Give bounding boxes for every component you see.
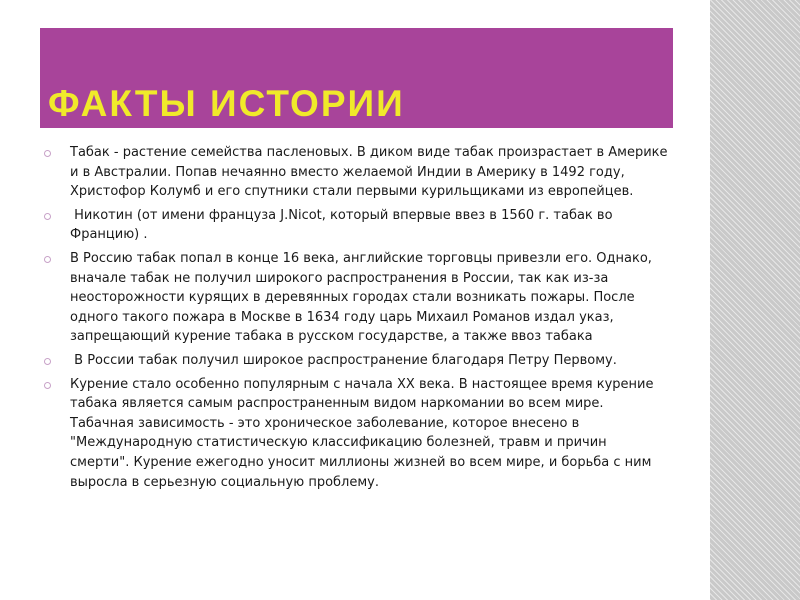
ring-bullet-icon bbox=[44, 382, 51, 389]
bullet-text: В России табак получил широкое распространение благодаря Петру Первому. bbox=[70, 352, 617, 368]
bullet-item-1 bbox=[40, 143, 670, 202]
slide-title: ФАКТЫ ИСТОРИИ bbox=[48, 83, 405, 124]
bullet-item-4 bbox=[40, 351, 670, 371]
ring-bullet-icon bbox=[44, 256, 51, 263]
ring-bullet-icon bbox=[44, 213, 51, 220]
bullet-text: Никотин (от имени француза J.Nicot, который впервые ввез в 1560 г. табак во Францию) . bbox=[70, 207, 617, 243]
ring-bullet-icon bbox=[44, 358, 51, 365]
title-band bbox=[40, 28, 673, 128]
ring-bullet-icon bbox=[44, 150, 51, 157]
decorative-side-stripe bbox=[710, 0, 800, 600]
bullet-item-3 bbox=[40, 249, 670, 347]
bullet-list bbox=[40, 143, 670, 496]
bullet-text: В Россию табак попал в конце 16 века, английские торговцы привезли его. Однако, вначале табак не получил широкого распространения в России, так как из-за неосторожности курящих в деревянных городах стали возникать пожары. После одного такого пожара в Москве в 1634 году царь Михаил Романов издал указ, запрещающий курение табака в русском государстве, а также ввоз табака bbox=[70, 250, 657, 345]
bullet-item-2 bbox=[40, 206, 670, 245]
bullet-text: Табак - растение семейства пасленовых. В диком виде табак произрастает в Америке и в Австралии. Попав нечаянно вместо желаемой Индии в Америку в 1492 году, Христофор Колумб и его спутники стали первыми курильщиками из европейцев. bbox=[70, 145, 672, 200]
bullet-text: Курение стало особенно популярным с начала XX века. В настоящее время курение табака является самым распространенным видом наркомании во всем мире. Табачная зависимость - это хроническое заболевание, которое внесено в "Международную статистическую классификацию болезней, травм и причин смерти". Курение ежегодно уносит миллионы жизней во всем мире, и борьба с ним выросла в серьезную социальную проблему. bbox=[70, 376, 658, 490]
bullet-item-5 bbox=[40, 375, 670, 493]
